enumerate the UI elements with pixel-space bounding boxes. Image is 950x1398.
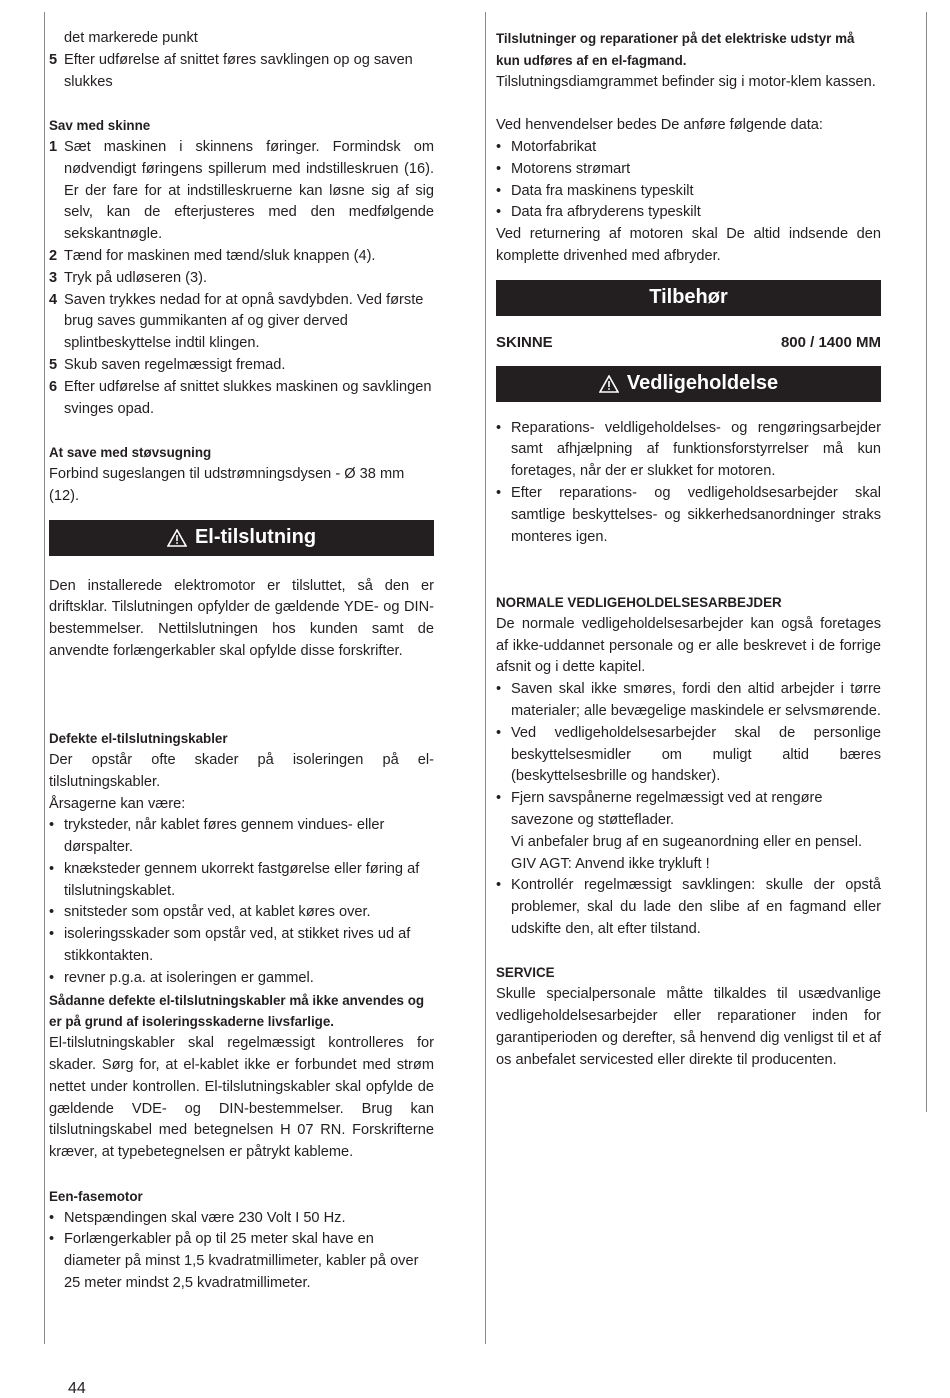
- step-text: Efter udførelse af snittet føres savklingen op og saven slukkes: [64, 51, 413, 90]
- paragraph: Ved returnering af motoren skal De altid indsende den komplette drivenhed med afbryder.: [496, 226, 881, 264]
- section-heading: At save med støvsugning: [49, 445, 212, 461]
- accessory-label: SKINNE: [496, 333, 553, 351]
- list-text: Motorens strømart: [511, 160, 631, 177]
- paragraph: El-tilslutningskabler skal regelmæssigt kontrolleres for skader. Sørg for, at el-kablet ikke er forbundet med strøm nettet under kontrollen. El-tilslutningskabler skal opfylde de gældende VDE- og DIN-bestemmelser. Brug kan tilslutningskabel med betegnelsen H 07 RN. Forskrifterne kræver, at typebetegnelsen er påtrykt kableme.: [49, 1035, 434, 1161]
- center-column-rule: [485, 12, 486, 1344]
- warning-icon: [599, 375, 619, 393]
- list-text: Data fra maskinens typeskilt: [511, 182, 694, 199]
- list-text: Kontrollér regelmæssigt savklingen: skulle der opstå problemer, skal du lade den slibe af en fagmand eller udskifte den, alt efter tilstand.: [511, 877, 881, 937]
- step-item: [49, 137, 434, 246]
- banner-title: El-tilslutning: [194, 525, 317, 548]
- section-banner-accessories: [496, 280, 881, 316]
- list-item: • Saven skal ikke smøres, fordi den altid arbejder i tørre materialer; alle bevægelige maskindele er selvsmørende.: [496, 679, 881, 723]
- paragraph: Skulle specialpersonale måtte tilkaldes til usædvanlige vedligeholdelsesarbejder eller reparationer inden for garantiperioden og derefter, så henvend dig venligst til et af os anbefalet servicested eller direkte til producenten.: [496, 986, 881, 1068]
- step-item: [49, 50, 434, 94]
- list-text: Reparations- veldligeholdelses- og rengøringsarbejder samt afhjælpning af funktionsforstyrrelser må kun foretages, når der er slukket for motoren.: [511, 419, 881, 480]
- list-item: • Reparations- veldligeholdelses- og rengøringsarbejder samt afhjælpning af funktionsforstyrrelser må kun foretages, når der er slukket for motoren.: [496, 418, 881, 483]
- list-item: • Motorfabrikat: [496, 137, 881, 159]
- list-text: Data fra afbryderens typeskilt: [511, 204, 701, 221]
- list-item: • Ved vedligeholdelsesarbejder skal de personlige beskyttelsesmidler om muligt altid bæres (beskyttelsesbrille og handsker).: [496, 723, 881, 788]
- paragraph: Ved henvendelser bedes De anføre følgende data:: [496, 117, 823, 134]
- step-number: 5: [49, 51, 58, 68]
- step-number: 6: [49, 378, 58, 395]
- list-item: • Motorens strømart: [496, 159, 881, 181]
- step-item: [49, 268, 434, 290]
- step-text: Efter udførelse af snittet slukkes maskinen og savklingen svinges opad.: [64, 378, 432, 417]
- section-heading: NORMALE VEDLIGEHOLDELSESARBEJDER: [496, 594, 782, 610]
- list-text: Forlængerkabler på op til 25 meter skal have en diameter på minst 1,5 kvadratmillimeter, kabler på over 25 meter mindst 2,5 kvadratmillimeter.: [64, 1231, 419, 1292]
- step-number: 3: [49, 269, 58, 286]
- list-item: • tryksteder, når kablet føres gennem vindues- eller dørspalter.: [49, 815, 434, 859]
- list-item: • knæksteder gennem ukorrekt fastgørelse eller føring af tilslutningskablet.: [49, 859, 434, 903]
- right-column: [496, 28, 881, 1071]
- list-item: • Data fra maskinens typeskilt: [496, 181, 881, 203]
- list-item: • snitsteder som opstår ved, at kablet køres over.: [49, 902, 434, 924]
- step-text: Tryk på udløseren (3).: [64, 269, 208, 286]
- list-item: • Fjern savspånerne regelmæssigt ved at rengøre savezone og støtteflader.: [496, 788, 881, 832]
- list-text: Fjern savspånerne regelmæssigt ved at rengøre savezone og støtteflader.: [511, 790, 823, 828]
- list-text: isoleringsskader som opstår ved, at stikket rives ud af stikkontakten.: [64, 926, 411, 965]
- list-text: Motorfabrikat: [511, 138, 597, 155]
- section-heading: SERVICE: [496, 965, 555, 981]
- warning-icon: [167, 529, 187, 547]
- left-column: [49, 28, 434, 1295]
- bold-notice: Tilslutninger og reparationer på det elektriske udstyr må kun udføres af en el-fagmand.: [496, 31, 855, 68]
- list-item: • Data fra afbryderens typeskilt: [496, 202, 881, 224]
- paragraph: Årsagerne kan være:: [49, 795, 186, 812]
- step-number: 1: [49, 138, 58, 155]
- step-text: Tænd for maskinen med tænd/sluk knappen (4).: [64, 247, 376, 264]
- list-item: • Netspændingen skal være 230 Volt I 50 Hz.: [49, 1208, 434, 1230]
- right-margin-rule: [926, 12, 927, 1112]
- section-heading: Sav med skinne: [49, 118, 151, 134]
- list-text: tryksteder, når kablet føres gennem vindues- eller dørspalter.: [64, 817, 385, 856]
- list-item: • Kontrollér regelmæssigt savklingen: skulle der opstå problemer, skal du lade den slibe af en fagmand eller udskifte den, alt efter tilstand.: [496, 875, 881, 940]
- step-number: 2: [49, 247, 58, 264]
- list-text: knæksteder gennem ukorrekt fastgørelse eller føring af tilslutningskablet.: [64, 860, 420, 899]
- paragraph: Den installerede elektromotor er tilsluttet, så den er driftsklar. Tilslutningen opfylder de gældende YDE- og DIN-bestemmelser. Nettilslutningen hos kunden samt de anvendte forlængerkabler skal opfylde disse forskrifter.: [49, 577, 434, 659]
- section-heading: Defekte el-tilslutningskabler: [49, 731, 228, 747]
- step-item: [49, 355, 434, 377]
- list-item: • revner p.g.a. at isoleringen er gammel.: [49, 968, 434, 990]
- list-item: • Efter reparations- og vedligeholdsesarbejder skal samtlige beskyttelses- og sikkerhedsanordninger straks monteres igen.: [496, 483, 881, 548]
- banner-title: Vedligeholdelse: [626, 371, 779, 394]
- paragraph: Vi anbefaler brug af en sugeanordning eller en pensel.: [511, 833, 863, 850]
- list-text: snitsteder som opstår ved, at kablet køres over.: [64, 904, 371, 921]
- list-text: Ved vedligeholdelsesarbejder skal de personlige beskyttelsesmidler om muligt altid bæres (beskyttelsesbrille og handsker).: [511, 724, 881, 785]
- paragraph: Forbind sugeslangen til udstrømningsdysen - Ø 38 mm (12).: [49, 465, 405, 504]
- step-item: [49, 290, 434, 355]
- step-text: Skub saven regelmæssigt fremad.: [64, 356, 286, 373]
- list-text: Saven skal ikke smøres, fordi den altid arbejder i tørre materialer; alle bevægelige maskindele er selvsmørende.: [511, 681, 881, 719]
- section-banner-maintenance: [496, 366, 881, 402]
- step-text: Saven trykkes nedad for at opnå savdybden. Ved første brug saves gummikanten af og giver derved splintbeskyttelse indtil klingen.: [64, 291, 424, 352]
- paragraph: Der opstår ofte skader på isoleringen på el-tilslutningskabler.: [49, 751, 434, 790]
- step-item: [49, 246, 434, 268]
- section-banner-el: [49, 520, 434, 556]
- paragraph: Tilslutningsdiamgrammet befinder sig i motor-klem kassen.: [496, 73, 876, 90]
- banner-title: Tilbehør: [649, 285, 728, 308]
- left-margin-rule: [44, 12, 45, 1344]
- list-text: revner p.g.a. at isoleringen er gammel.: [64, 969, 314, 986]
- section-heading: Een-fasemotor: [49, 1188, 143, 1204]
- step-text: Sæt maskinen i skinnens føringer. Formindsk om nødvendigt føringens spillerum med indstilleskruen (16). Er der fare for at indstilleskruerne kan løsne sig af sig selv, kan de efterjusteres med den medfølgende sekskantnøgle.: [64, 138, 434, 243]
- step-number: 5: [49, 356, 58, 373]
- page-number: 44: [68, 1380, 86, 1397]
- list-item: • isoleringsskader som opstår ved, at stikket rives ud af stikkontakten.: [49, 924, 434, 968]
- paragraph: GIV AGT: Anvend ikke trykluft !: [511, 855, 710, 872]
- accessory-row: [496, 332, 881, 354]
- list-item: • Forlængerkabler på op til 25 meter skal have en diameter på minst 1,5 kvadratmillimeter, kabler på over 25 meter mindst 2,5 kvadratmillimeter.: [49, 1229, 434, 1294]
- warning-text: Sådanne defekte el-tilslutningskabler må ikke anvendes og er på grund af isoleringsskaderne livsfarlige.: [49, 992, 425, 1030]
- accessory-value: 800 / 1400 MM: [780, 333, 881, 351]
- step-number: 4: [49, 291, 58, 308]
- list-text: Efter reparations- og vedligeholdsesarbejder skal samtlige beskyttelses- og sikkerhedsanordninger straks monteres igen.: [511, 484, 881, 545]
- list-text: Netspændingen skal være 230 Volt I 50 Hz.: [64, 1209, 346, 1226]
- paragraph: De normale vedligeholdelsesarbejder kan også foretages af ikke-uddannet personale og er alle beskrevet i de forrige afsnit og i dette kapitel.: [496, 615, 881, 676]
- step-item: [49, 377, 434, 421]
- paragraph: det markerede punkt: [64, 30, 198, 46]
